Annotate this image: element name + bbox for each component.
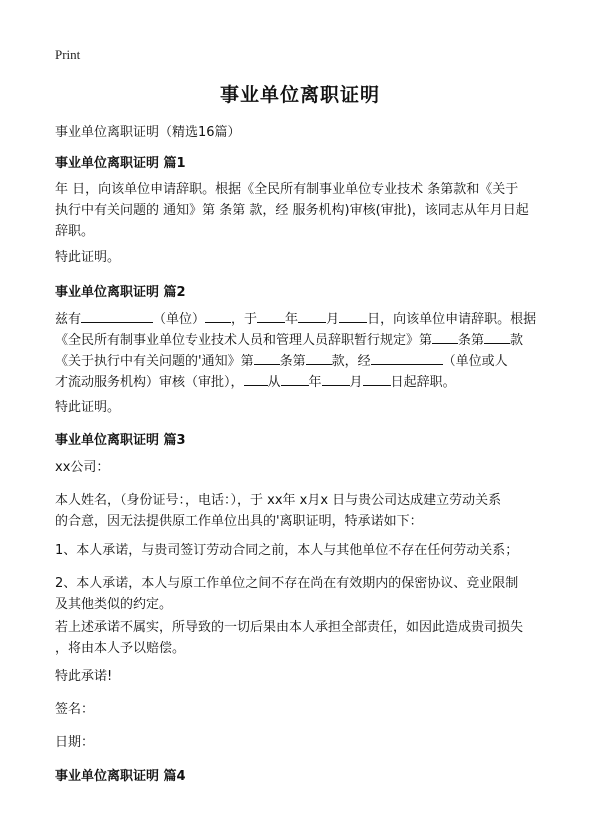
fill-blank	[306, 351, 332, 365]
section-3-paragraph-4	[55, 617, 555, 659]
document-title: 事业单位离职证明	[219, 84, 380, 106]
text-line: 2、本人承诺，本人与原工作单位之间不存在尚在有效期内的保密协议、竞业限制	[55, 576, 519, 591]
document-subtitle: 事业单位离职证明（精选16篇）	[55, 125, 241, 140]
text-line: 兹有 （单位） ，于 年 月 日，向该单位申请辞职。根据	[55, 309, 555, 330]
section-heading-2: 事业单位离职证明 篇2	[55, 285, 186, 300]
text-line: 《全民所有制事业单位专业技术人员和管理人员辞职暂行规定》第 条第 款	[55, 330, 555, 351]
section-2-closing: 特此证明。	[55, 400, 121, 415]
fill-blank	[205, 309, 231, 323]
section-heading-3: 事业单位离职证明 篇3	[55, 433, 186, 448]
section-1-paragraph	[55, 179, 555, 242]
text-line: 执行中有关问题的 通知》第 条第 款，经 服务机构)审核(审批)，该同志从年月日起	[55, 203, 529, 218]
section-1-closing: 特此证明。	[55, 250, 121, 265]
fill-blank	[339, 309, 367, 323]
salutation: xx公司：	[55, 460, 110, 475]
date-line: 日期：	[55, 735, 95, 750]
text-line: 年 日，向该单位申请辞职。根据《全民所有制事业单位专业技术 条第款和《关于	[55, 182, 519, 197]
fill-blank	[322, 372, 350, 386]
text-line: 本人姓名，（身份证号：，电话：），于 xx年 x月x 日与贵公司达成建立劳动关系	[55, 493, 502, 508]
section-3-paragraph-3	[55, 573, 555, 615]
fill-blank	[484, 330, 510, 344]
fill-blank	[363, 372, 391, 386]
fill-blank	[371, 351, 443, 365]
text-line: 《关于执行中有关问题的'通知》第 条第 款，经 （单位或人	[55, 351, 555, 372]
section-heading-4: 事业单位离职证明 篇4	[55, 769, 186, 784]
signature-line: 签名：	[55, 702, 95, 717]
print-link[interactable]: Print	[55, 47, 81, 62]
fill-blank	[432, 330, 458, 344]
fill-blank	[81, 309, 153, 323]
text-line: 辞职。	[55, 224, 95, 239]
fill-blank	[281, 372, 309, 386]
section-3-commitment: 特此承诺!	[55, 669, 113, 684]
fill-blank	[254, 351, 280, 365]
section-heading-1: 事业单位离职证明 篇1	[55, 156, 186, 171]
text-line: 的合意，因无法提供原工作单位出具的'离职证明，特承诺如下：	[55, 514, 423, 529]
text-line: 才流动服务机构）审核（审批）， 从 年 月 日起辞职。	[55, 372, 555, 393]
section-3-paragraph-1	[55, 490, 555, 532]
section-3-paragraph-2: 1、本人承诺，与贵司签订劳动合同之前，本人与其他单位不存在任何劳动关系；	[55, 543, 519, 558]
text-line: 若上述承诺不属实，所导致的一切后果由本人承担全部责任，如因此造成贵司损失	[55, 620, 524, 635]
fill-blank	[298, 309, 326, 323]
text-line: ，将由本人予以赔偿。	[55, 641, 186, 656]
fill-blank	[257, 309, 285, 323]
section-2-paragraph	[55, 309, 555, 393]
fill-blank	[244, 372, 268, 386]
text-line: 及其他类似的约定。	[55, 597, 173, 612]
